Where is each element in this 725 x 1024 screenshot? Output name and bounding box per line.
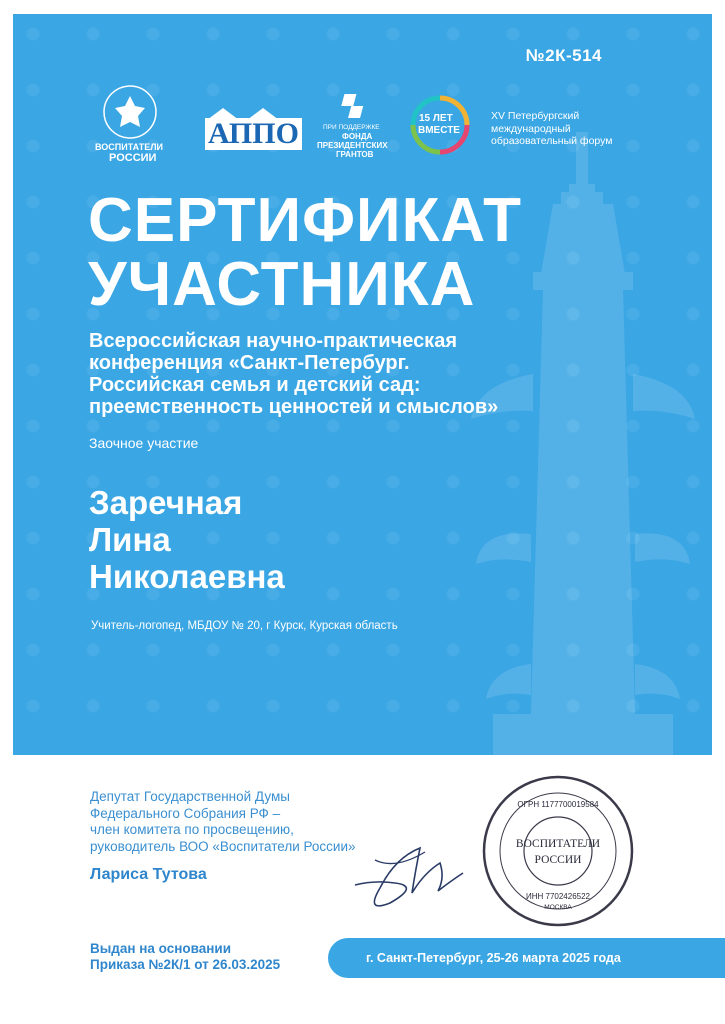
signer-title-line-3: член комитета по просвещению, — [90, 822, 294, 837]
participant-patronymic: Николаевна — [89, 558, 285, 595]
stamp-ogrn: ОГРН 1177700019584 — [517, 800, 599, 809]
forum-text — [491, 110, 631, 148]
forum-line2: международный — [491, 122, 571, 135]
conference-line-1: Всероссийская научно-практическая — [89, 330, 457, 352]
stamp-city: МОСКВА — [544, 904, 572, 911]
conference-line-4: преемственность ценностей и смыслов» — [89, 396, 499, 418]
stamp-text-2: РОССИИ — [534, 854, 582, 866]
certificate-panel — [13, 14, 712, 755]
voo-logo — [91, 84, 169, 164]
signer-title-line-1: Депутат Государственной Думы — [90, 789, 290, 804]
signer-title — [90, 789, 356, 855]
place-date: г. Санкт-Петербург, 25-26 марта 2025 года — [366, 951, 621, 965]
title-line-1: СЕРТИФИКАТ — [88, 186, 522, 255]
signer-title-line-2: Федерального Собрания РФ – — [90, 805, 281, 821]
signer-title-line-4: руководитель ВОО «Воспитатели России» — [90, 838, 356, 854]
conference-line-3: Российская семья и детский сад: — [89, 374, 421, 396]
issue-basis-line-1: Выдан на основании — [90, 941, 232, 956]
issue-basis-line-2: Приказа №2К/1 от 26.03.2025 — [90, 957, 281, 972]
stamp-text-1: ВОСПИТАТЕЛИ — [515, 838, 601, 850]
years-line1: 15 ЛЕТ — [419, 113, 453, 124]
issue-basis — [90, 941, 280, 973]
place-date-band — [328, 938, 725, 978]
handwritten-signature — [345, 830, 475, 915]
appo-logo — [203, 106, 299, 156]
voo-emblem-icon — [95, 84, 165, 140]
appo-logo-text: АППО — [205, 118, 302, 150]
fund-small-text: ПРИ ПОДДЕРЖКЕ — [323, 124, 380, 131]
participant-name — [89, 484, 285, 595]
participant-position: Учитель-логопед, МБДОУ № 20, г Курск, Курская область — [91, 620, 398, 632]
fund-line3: ГРАНТОВ — [336, 150, 374, 159]
voo-logo-text-1: ВОСПИТАТЕЛИ — [95, 142, 163, 152]
years-line2: ВМЕСТЕ — [418, 125, 460, 136]
voo-logo-text-2: РОССИИ — [109, 152, 157, 164]
forum-line3: образовательный форум — [491, 135, 613, 147]
signer-name: Лариса Тутова — [90, 866, 207, 883]
fifteen-years-logo — [409, 94, 479, 164]
participant-first-name: Лина — [89, 521, 171, 558]
certificate-number: №2К-514 — [525, 46, 602, 65]
forum-line1: XV Петербургский — [491, 110, 580, 122]
certificate-title — [88, 186, 522, 319]
logos-row — [91, 84, 651, 174]
stamp-inn: ИНН 7702426522 — [525, 892, 591, 901]
conference-name — [89, 330, 559, 418]
participant-surname: Заречная — [89, 484, 243, 521]
fund-line1: ФОНДА — [342, 132, 373, 141]
fund-line2: ПРЕЗИДЕНТСКИХ — [317, 141, 388, 150]
conference-line-2: конференция «Санкт-Петербург. — [89, 352, 410, 374]
fund-logo — [311, 92, 401, 172]
fund-mark-icon — [341, 92, 371, 122]
organization-stamp — [480, 773, 636, 929]
participation-mode: Заочное участие — [89, 435, 199, 451]
title-line-2: УЧАСТНИКА — [88, 250, 476, 319]
